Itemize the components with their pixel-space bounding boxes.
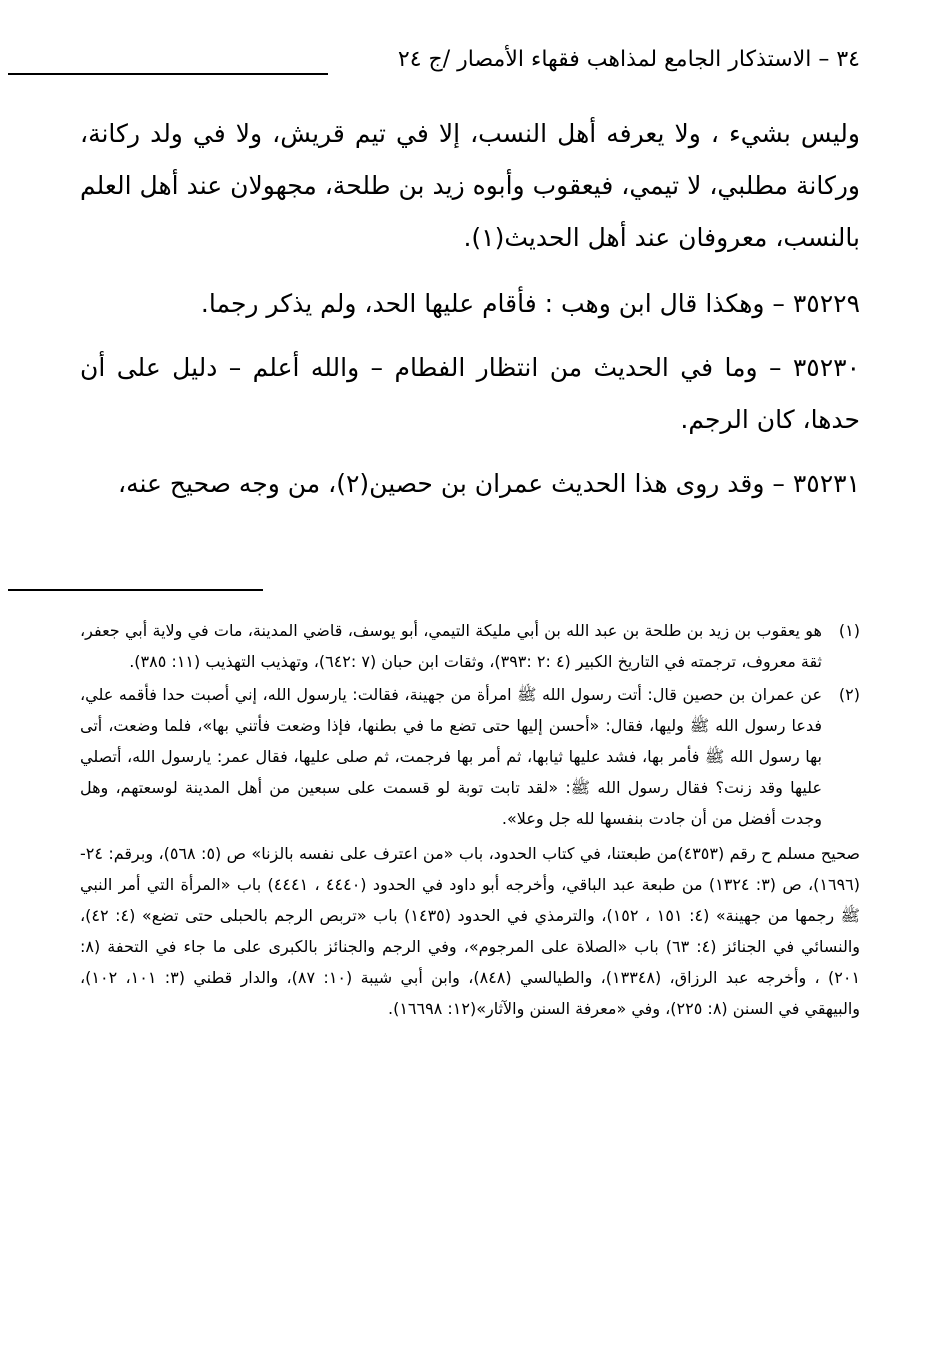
paragraph-number: ٣٥٢٣١ <box>792 469 860 498</box>
main-text <box>80 108 860 522</box>
footnote-text: صحيح مسلم ح رقم (٤٣٥٣)من طبعتنا، في كتاب الحدود، باب «من اعترف على نفسه بالزنا» ص (٥: ٥٦٨)، وبرقم: ٢٤- (١٦٩٦)، ص (٣: ١٣٢٤) من طبعة عبد الباقي، وأخرجه أبو داود في الحدود (٤٤٤٠ ، ٤٤٤١) باب «المرأة التي أمر النبي ﷺ رجمها من جهينة» (٤: ١٥١ ، ١٥٢)، والترمذي في الحدود (١٤٣٥) باب «تربص الرجم بالحبلى حتى تضع» (٤: ٤٢)، والنسائي في الجنائز (٤: ٦٣) باب «الصلاة على المرجوم»، وفي الرجم والجنائز بالكبرى على ما جاء في التحفة (٨: ٢٠١) ، وأخرجه عبد الرزاق، (١٣٣٤٨)، والطيالسي (٨٤٨)، وابن أبي شيبة (١٠: ٨٧)، والدار قطني (٣: ١٠١، ١٠٢)، والبيهقي في السنن (٨: ٢٢٥)، وفي «معرفة السنن والآثار»(١٢: ١٦٦٩٨). <box>80 844 861 1018</box>
footnote-marker: (٢) <box>838 685 860 704</box>
footnote-1 <box>80 615 860 677</box>
footnote-text: عن عمران بن حصين قال: أتت رسول الله ﷺ امرأة من جهينة، فقالت: يارسول الله، إني أصبت حدا فأقمه علي، فدعا رسول الله ﷺ وليها، فقال: «أحسن إليها حتى تضع ما في بطنها، فإذا وضعت فأتني بها»، فلما وضعت، أتى بها رسول الله ﷺ فأمر بها، فشد عليها ثيابها، ثم أمر بها فرجمت، ثم صلى عليها، فقال عمر: يارسول الله، أتصلي عليها وقد زنت؟ فقال رسول الله ﷺ: «لقد تابت توبة لو قسمت على سبعين من أهل المدينة لوسعتهم، وهل وجدت أفضل من أن جادت بنفسها لله جل وعلا». <box>80 685 822 828</box>
paragraph-text: – وهكذا قال ابن وهب : فأقام عليها الحد، ولم يذكر رجما. <box>200 289 785 318</box>
paragraph-number: ٣٥٢٣٠ <box>792 353 860 382</box>
paragraph-text: – وقد روى هذا الحديث عمران بن حصين(٢)، من وجه صحيح عنه، <box>118 469 785 498</box>
footnote-2-continuation <box>80 838 860 1024</box>
footnote-separator <box>8 589 263 591</box>
footnote-text: هو يعقوب بن زيد بن طلحة بن عبد الله بن أبي مليكة التيمي، أبو يوسف، قاضي المدينة، مات في ولاية أبي جعفر، ثقة معروف، ترجمته في التاريخ الكبير (٤ :٢ :٣٩٣)، وثقات ابن حبان (٧ :٦٤٢)، وتهذيب التهذيب (١١: ٣٨٥). <box>80 621 822 671</box>
footnotes <box>80 615 860 1026</box>
paragraph-number: ٣٥٢٢٩ <box>792 289 860 318</box>
footnote-marker: (١) <box>838 621 860 640</box>
paragraph-35230 <box>80 342 860 446</box>
paragraph-35229 <box>80 278 860 330</box>
paragraph-continuation: وليس بشيء ، ولا يعرفه أهل النسب، إلا في تيم قريش، ولا في ولد ركانة، وركانة مطلبي، لا تيمي، فيعقوب وأبوه زيد بن طلحة، مجهولان عند أهل العلم بالنسب، معروفان عند أهل الحديث(١). <box>80 119 860 252</box>
running-header: ٣٤ – الاستذكار الجامع لمذاهب فقهاء الأمصار /ج ٢٤ <box>397 47 860 72</box>
paragraph-text: – وما في الحديث من انتظار الفطام – والله أعلم – دليل على أن حدها، كان الرجم. <box>80 353 860 434</box>
paragraph-35231 <box>80 458 860 510</box>
header-rule <box>8 73 328 75</box>
footnote-2 <box>80 679 860 834</box>
